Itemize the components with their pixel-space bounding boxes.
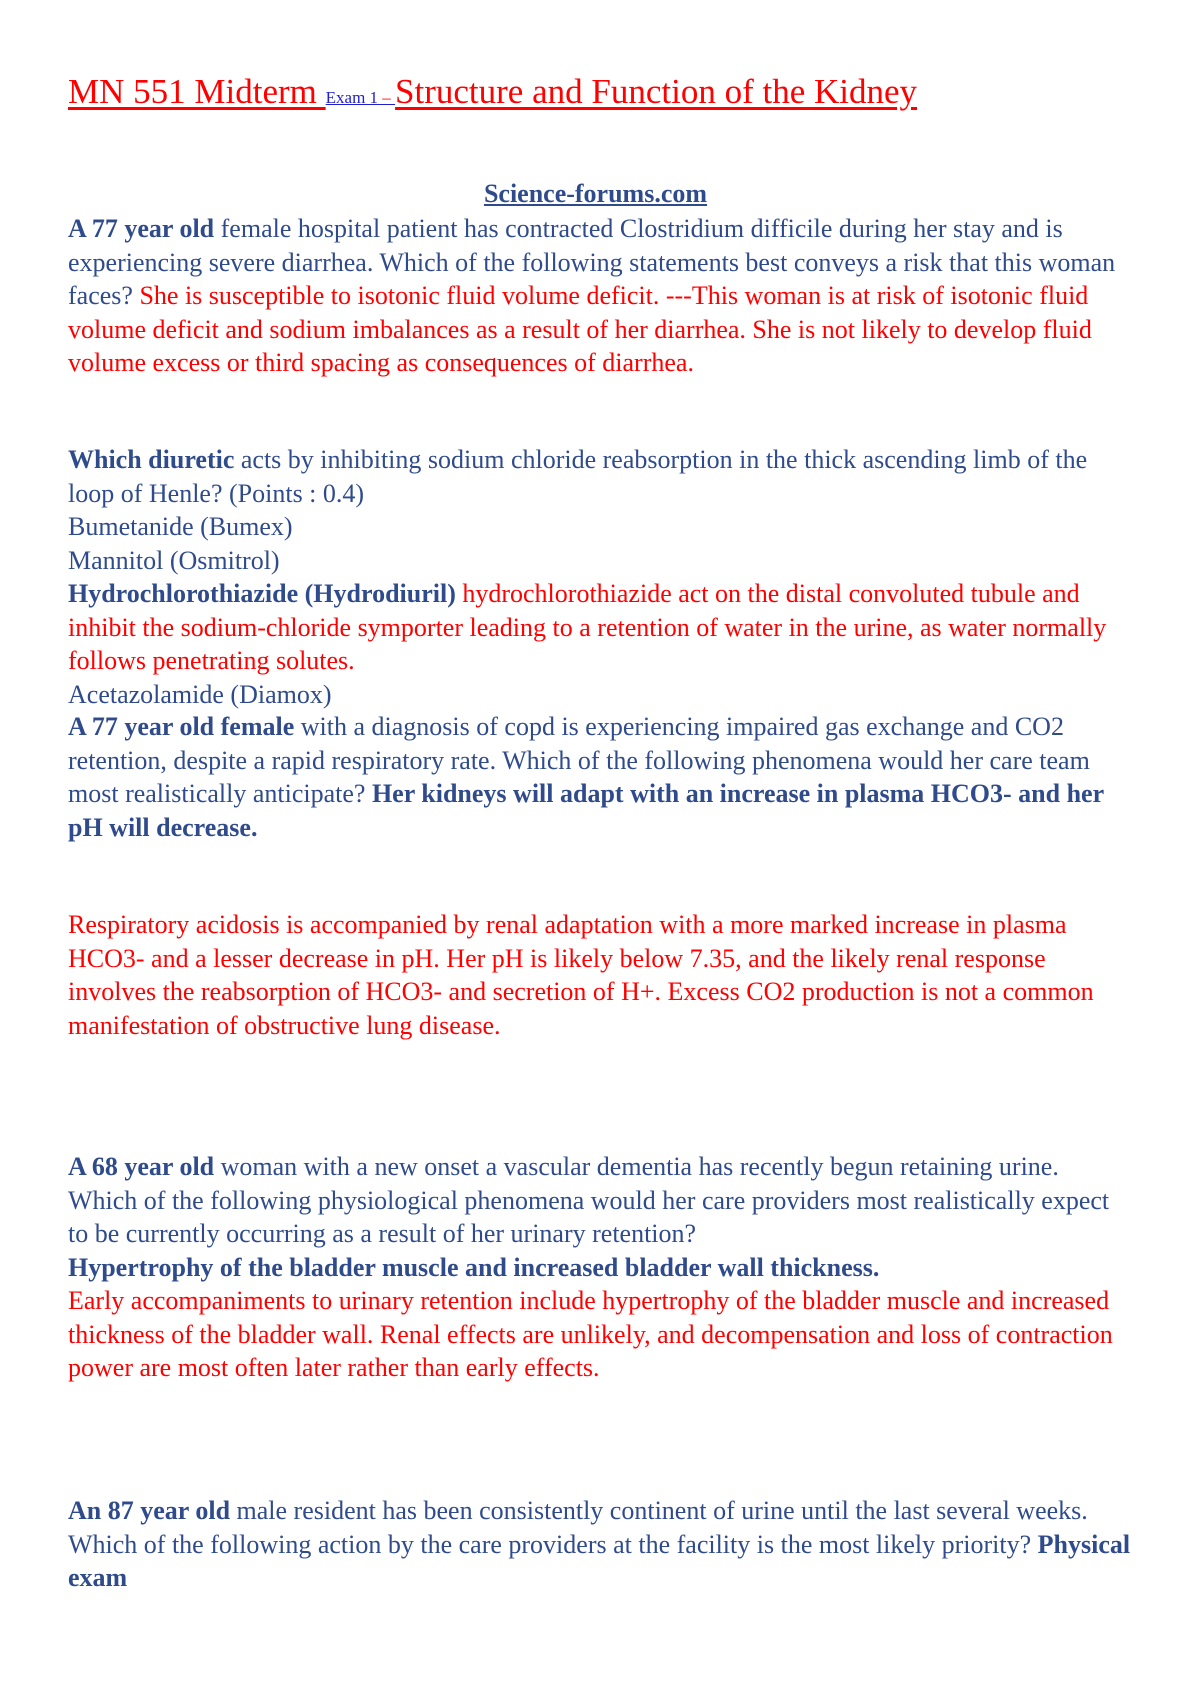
q2-explanation: hydrochlorothiazide act on the distal convoluted tubule and inhibit the sodium-chloride symporter leading to a retention of water in the urine, as water normally follows penetrating solutes. [68,579,1107,675]
title-exam-text: Exam 1 [325,88,379,107]
q2-text: acts by inhibiting sodium chloride reabsorption in the thick ascending limb of the loop of Henle? (Points : 0.4) [68,445,1088,508]
q3-text: with a diagnosis of copd is experiencing impaired gas exchange and CO2 retention, despite a rapid respiratory rate. Which of the following phenomena would her care team most realistically anticipate? [68,712,1090,808]
q1-lead: A 77 year old [68,214,215,243]
q5-text: male resident has been consistently continent of urine until the last several weeks. Which of the following action by the care providers at the facility is the most likely priority? [68,1496,1088,1559]
q5-lead: An 87 year old [68,1496,231,1525]
q2-option-1: Bumetanide (Bumex) [68,512,293,541]
title-dash: – [378,88,396,107]
title-subject: Structure and Function of the Kidney [395,72,918,111]
q2-option-3 [68,577,1133,678]
q4-text: woman with a new onset a vascular dementia has recently begun retaining urine. Which of the following physiological phenomena would her care providers most realistically expect to be currently occurring as a result of her urinary retention? [68,1152,1110,1248]
question-1 [68,212,1133,380]
q3-lead: A 77 year old female [68,712,295,741]
title-course: MN 551 Midterm [68,72,326,111]
q4-explanation: Early accompaniments to urinary retention include hypertrophy of the bladder muscle and increased thickness of the bladder wall. Renal effects are unlikely, and decompensation and loss of contraction power are most often later rather than early effects. [68,1286,1113,1382]
question-2 [68,443,1133,711]
q2-stem [68,443,1133,510]
question-5 [68,1494,1133,1595]
site-name: Science-forums.com [483,179,708,208]
q2-option-3-label: Hydrochlorothiazide (Hydrodiuril) [68,579,456,608]
question-4 [68,1150,1133,1385]
q3-answer: Her kidneys will adapt with an increase in plasma HCO3- and her pH will decrease. [68,779,1104,842]
document-title [68,70,917,120]
q2-option-2: Mannitol (Osmitrol) [68,545,280,575]
q4-lead: A 68 year old [68,1152,215,1181]
q1-answer: She is susceptible to isotonic fluid volume deficit. ---This woman is at risk of isotonic fluid volume deficit and sodium imbalances as a result of her diarrhea. She is not likely to develop fluid volume excess or third spacing as consequences of diarrhea. [68,281,1092,377]
q3-explanation: Respiratory acidosis is accompanied by renal adaptation with a more marked increase in plasma HCO3- and a lesser decrease in pH. Her pH is likely below 7.35, and the likely renal response involves the reabsorption of HCO3- and secretion of H+. Excess CO2 production is not a common manifestation of obstructive lung disease. [68,910,1094,1040]
title-exam-label [326,88,395,107]
q2-lead: Which diuretic [68,445,235,474]
q1-text: female hospital patient has contracted Clostridium difficile during her stay and is experiencing severe diarrhea. Which of the following statements best conveys a risk that this woman faces? [68,214,1116,310]
q5-answer: Physical exam [68,1529,1131,1592]
q4-stem [68,1150,1133,1251]
q4-answer: Hypertrophy of the bladder muscle and increased bladder wall thickness. [68,1252,880,1282]
q2-option-4: Acetazolamide (Diamox) [68,679,332,709]
question-3 [68,710,1133,844]
